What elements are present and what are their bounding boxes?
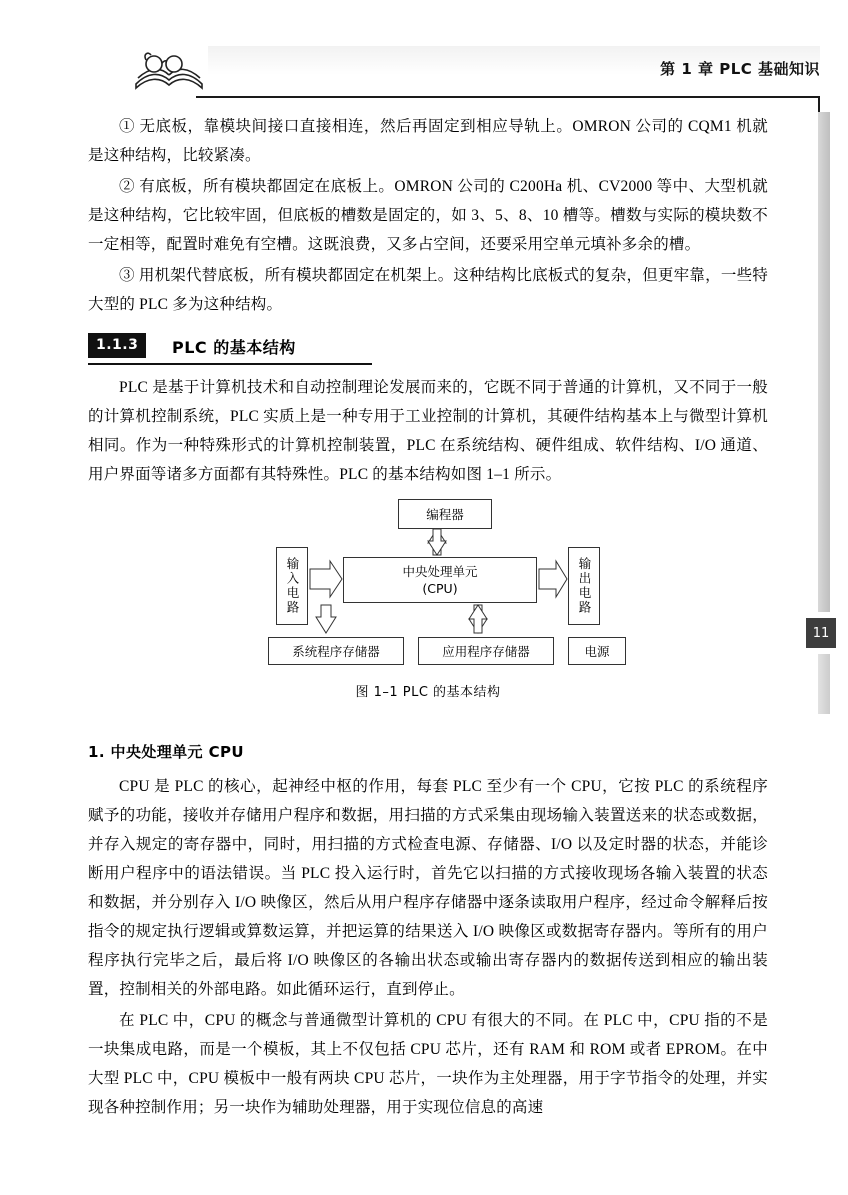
header-divider-corner: [818, 96, 820, 112]
figure-caption: 图 1–1 PLC 的基本结构: [355, 685, 501, 700]
section-title: PLC 的基本结构: [172, 338, 296, 357]
figure-box-output-circuit: 输出电路: [568, 547, 600, 625]
figure-box-cpu-line2: (CPU): [422, 581, 458, 596]
page-content: [88, 112, 768, 1124]
figure-plc-structure: [88, 499, 768, 719]
figure-box-app-memory: 应用程序存储器: [418, 637, 554, 665]
subsection-heading: 1. 中央处理单元 CPU: [88, 743, 244, 761]
section-intro-paragraph: PLC 是基于计算机技术和自动控制理论发展而来的，它既不同于普通的计算机，又不同于一般的计算机控制系统，PLC 实质上是一种专用于工业控制的计算机，其硬件结构基本上与微型计算机相同。作为一种特殊形式的计算机控制装置，PLC 在系统结构、硬件组成、软件结构、I/O 通道、用户界面等诸多方面都有其特殊性。PLC 的基本结构如图 1–1 所示。: [88, 379, 768, 483]
section-heading: [88, 333, 768, 363]
open-book-icon: [130, 44, 208, 96]
figure-box-input-circuit: 输入电路: [276, 547, 308, 625]
margin-bar-top: [818, 112, 830, 612]
paragraph-item-2: ② 有底板，所有模块都固定在底板上。OMRON 公司的 C200Ha 机、CV2000 等中、大型机就是这种结构，它比较牢固，但底板的槽数是固定的，如 3、5、8、10 槽等。槽数与实际的模块数不一定相等，配置时难免有空槽。这既浪费，又多占空间，还要采用空单元填补多余的槽。: [88, 178, 768, 253]
page-header: [130, 44, 820, 96]
figure-box-cpu-line1: 中央处理单元: [402, 564, 478, 579]
margin-bar-bottom: [818, 654, 830, 714]
subsection-paragraph-1: CPU 是 PLC 的核心，起神经中枢的作用，每套 PLC 至少有一个 CPU，它按 PLC 的系统程序赋予的功能，接收并存储用户程序和数据，用扫描的方式采集由现场输入装置送来的状态或数据，并存入规定的寄存器中，同时，用扫描的方式检查电源、存储器、I/O 以及定时器的状态，并能诊断用户程序中的语法错误。当 PLC 投入运行时，首先它以扫描的方式接收现场各输入装置的状态和数据，并分别存入 I/O 映像区，然后从用户程序存储器中逐条读取用户程序，经过命令解释后按指令的规定执行逻辑或算数运算，并把运算的结果送入 I/O 映像区或数据寄存器内。等所有的用户程序执行完毕之后，最后将 I/O 映像区的各输出状态或输出寄存器内的数据传送到相应的输出装置，控制相关的外部电路。如此循环运行，直到停止。: [88, 778, 768, 998]
header-divider: [196, 96, 820, 98]
paragraph-item-1: ① 无底板，靠模块间接口直接相连，然后再固定到相应导轨上。OMRON 公司的 CQM1 机就是这种结构，比较紧凑。: [88, 118, 768, 164]
figure-box-cpu: [343, 557, 537, 603]
section-number: 1.1.3: [88, 333, 146, 358]
chapter-title: 第 1 章 PLC 基础知识: [660, 60, 820, 78]
figure-box-programmer: 编程器: [398, 499, 492, 529]
paragraph-item-3: ③ 用机架代替底板，所有模块都固定在机架上。这种结构比底板式的复杂，但更牢靠，一些特大型的 PLC 多为这种结构。: [88, 267, 768, 313]
page-number: 11: [806, 618, 836, 648]
figure-box-power-supply: 电源: [568, 637, 626, 665]
section-underline: [88, 363, 372, 365]
subsection-paragraph-2: 在 PLC 中，CPU 的概念与普通微型计算机的 CPU 有很大的不同。在 PLC 中，CPU 指的不是一块集成电路，而是一个模板，其上不仅包括 CPU 芯片，还有 RAM 和 ROM 或者 EPROM。在中大型 PLC 中，CPU 模板中一般有两块 CPU 芯片，一块作为主处理器，用于字节指令的处理，并实现各种控制作用；另一块作为辅助处理器，用于实现位信息的高速: [88, 1012, 768, 1116]
figure-box-system-memory: 系统程序存储器: [268, 637, 404, 665]
